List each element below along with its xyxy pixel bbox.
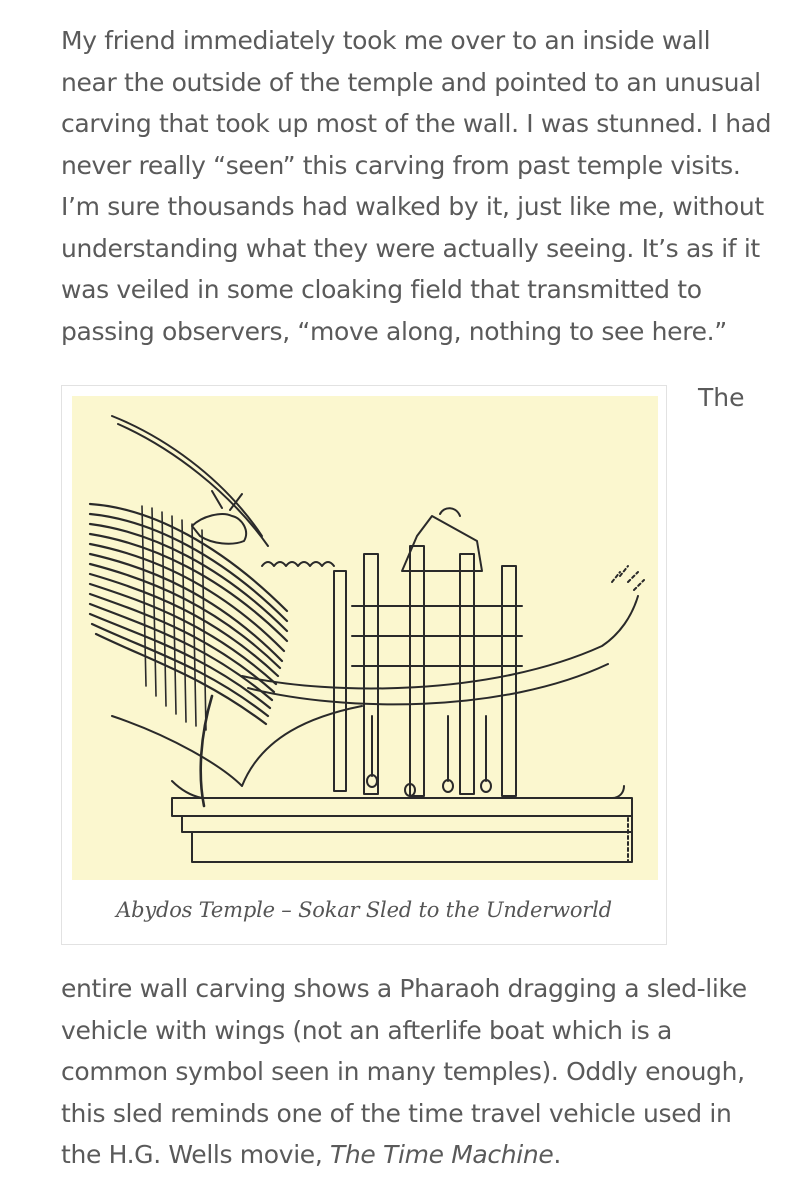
winged-sled-carving-drawing-icon (72, 396, 658, 880)
paragraph-line: My friend immediately took me over to an inside wall (61, 26, 711, 55)
paragraph-line: near the outside of the temple and pointed to an unusual (61, 67, 761, 97)
paragraph-line: common symbol seen in many temples). Oddly enough, (61, 1057, 745, 1086)
last-line-suffix: . (553, 1140, 562, 1169)
paragraph-1 (61, 20, 772, 352)
paragraph-line: carving that took up most of the wall. I was stunned. I had (61, 109, 772, 138)
movie-title: The Time Machine (330, 1140, 554, 1169)
last-line-prefix: the H.G. Wells movie, (61, 1140, 331, 1169)
paragraph-line: passing observers, “move along, nothing to see here.” (61, 316, 727, 346)
paragraph-2 (61, 968, 761, 1176)
paragraph-2-container (61, 968, 761, 1176)
figure-caption: Abydos Temple – Sokar Sled to the Underworld (116, 898, 612, 922)
paragraph-line: understanding what they were actually seeing. It’s as if it (61, 233, 760, 263)
paragraph-line: I’m sure thousands had walked by it, just like me, without (61, 192, 764, 221)
article-body (61, 20, 772, 352)
wrapped-text-fragment: The (698, 383, 745, 412)
figure-image[interactable] (72, 396, 658, 880)
paragraph-line: vehicle with wings (not an afterlife boat which is a (61, 1015, 673, 1045)
paragraph-line: never really “seen” this carving from past temple visits. (61, 150, 741, 180)
paragraph-last-line (61, 1134, 761, 1176)
paragraph-line: this sled reminds one of the time travel vehicle used in (61, 1098, 732, 1128)
paragraph-line: entire wall carving shows a Pharaoh dragging a sled-like (61, 974, 747, 1003)
figure (61, 385, 667, 945)
paragraph-line: was veiled in some cloaking field that transmitted to (61, 275, 702, 304)
